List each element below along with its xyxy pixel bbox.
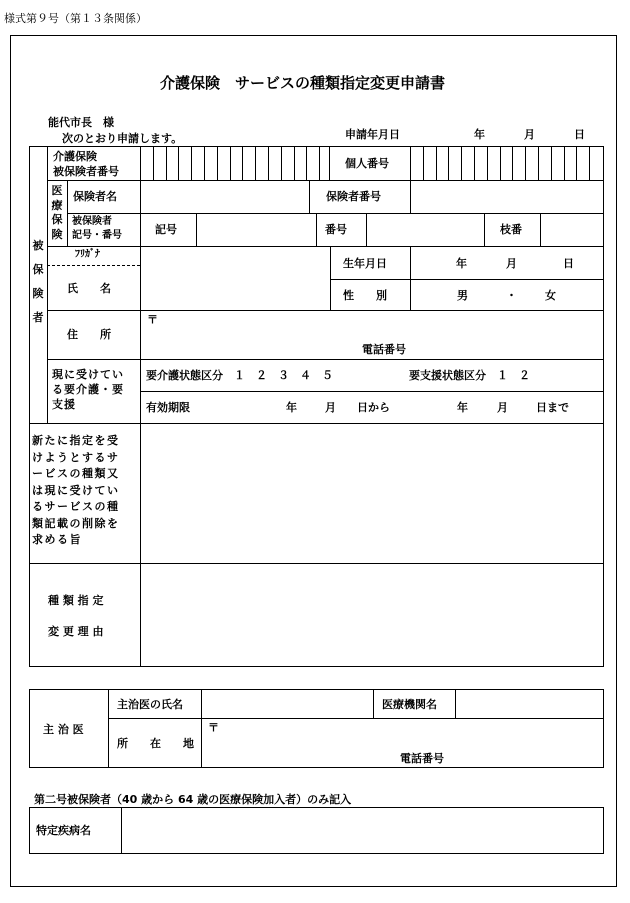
disease-label: 特定疾病名 <box>36 824 91 837</box>
application-date-label: 申請年月日 <box>345 128 400 141</box>
validity-from-year: 年 <box>286 401 297 414</box>
symbol-field[interactable] <box>197 214 316 246</box>
service-request-label: 新たに指定を受 けようとするサ ービスの種類又 は現に受けてい るサービスの種 類記載の削除を 求める旨 <box>32 434 120 546</box>
validity-label: 有効期限 <box>146 401 190 414</box>
change-reason-label-2: 変 更 理 由 <box>48 625 104 638</box>
insured-number-cells[interactable] <box>140 147 332 180</box>
birth-year-unit: 年 <box>456 257 467 270</box>
support-level-options[interactable]: 要支援状態区分 １ ２ <box>409 369 530 382</box>
form-number: 様式第９号（第１３条関係） <box>4 12 147 25</box>
validity-to-month: 月 <box>497 401 508 414</box>
insurer-number-label: 保険者番号 <box>326 190 381 203</box>
branch-field[interactable] <box>541 214 604 246</box>
addressee: 能代市長 様 <box>48 116 114 129</box>
institution-field[interactable] <box>456 690 604 718</box>
sex-label: 性 別 <box>343 289 387 302</box>
doctor-section-label: 主 治 医 <box>43 723 84 736</box>
validity-from-month: 月 <box>325 401 336 414</box>
insured-side-label: 被 保 険 者 <box>32 239 44 324</box>
second-insured-note: 第二号被保険者（40 歳から 64 歳の医療保険加入者）のみ記入 <box>34 793 352 806</box>
personal-number-label: 個人番号 <box>345 157 389 170</box>
sex-female-option[interactable]: 女 <box>545 289 556 302</box>
insurer-name-label: 保険者名 <box>73 190 117 203</box>
doctor-name-field[interactable] <box>202 690 373 718</box>
institution-label: 医療機関名 <box>382 698 437 711</box>
validity-to-year: 年 <box>457 401 468 414</box>
sex-separator: ・ <box>506 289 517 302</box>
birth-month-unit: 月 <box>506 257 517 270</box>
address-label: 住 所 <box>67 328 111 341</box>
application-day-unit: 日 <box>574 128 585 141</box>
validity-from-suffix: 日から <box>357 401 390 414</box>
doctor-phone-label: 電話番号 <box>400 752 444 765</box>
intro-text: 次のとおり申請します。 <box>62 132 183 145</box>
doctor-postal-mark: 〒 <box>208 721 219 734</box>
care-level-options[interactable]: 要介護状態区分 １ ２ ３ ４ ５ <box>146 369 333 382</box>
birthdate-label: 生年月日 <box>343 257 387 270</box>
disease-field[interactable] <box>122 808 604 854</box>
sex-male-option[interactable]: 男 <box>457 289 468 302</box>
service-request-field[interactable] <box>141 424 604 563</box>
branch-label: 枝番 <box>500 223 522 236</box>
insurer-number-field[interactable] <box>411 181 604 213</box>
medical-insurance-label: 医 療 保 険 <box>51 184 63 241</box>
insured-number-label: 介護保険 被保険者番号 <box>53 150 119 178</box>
name-field[interactable] <box>141 247 330 310</box>
form-title: 介護保険 サービスの種類指定変更申請書 <box>160 74 446 92</box>
phone-label: 電話番号 <box>362 343 406 356</box>
care-level-label: 現に受けてい る要介護・要 支援 <box>52 368 124 411</box>
change-reason-label-1: 種 類 指 定 <box>48 594 104 607</box>
number-label: 番号 <box>325 223 347 236</box>
application-year-unit: 年 <box>474 128 485 141</box>
insurer-name-field[interactable] <box>141 181 309 213</box>
personal-number-cells[interactable] <box>410 147 602 180</box>
change-reason-field[interactable] <box>141 564 604 667</box>
birth-day-unit: 日 <box>563 257 574 270</box>
name-label: 氏 名 <box>67 282 111 295</box>
application-month-unit: 月 <box>524 128 535 141</box>
doctor-name-label: 主治医の氏名 <box>117 698 183 711</box>
furigana-label: ﾌﾘｶﾞﾅ <box>75 249 100 260</box>
number-field[interactable] <box>367 214 484 246</box>
validity-to-suffix: 日まで <box>536 401 569 414</box>
postal-mark: 〒 <box>147 313 158 326</box>
location-label: 所 在 地 <box>117 737 194 750</box>
insured-symbol-label: 被保険者 記号・番号 <box>72 216 122 241</box>
symbol-label: 記号 <box>155 223 177 236</box>
